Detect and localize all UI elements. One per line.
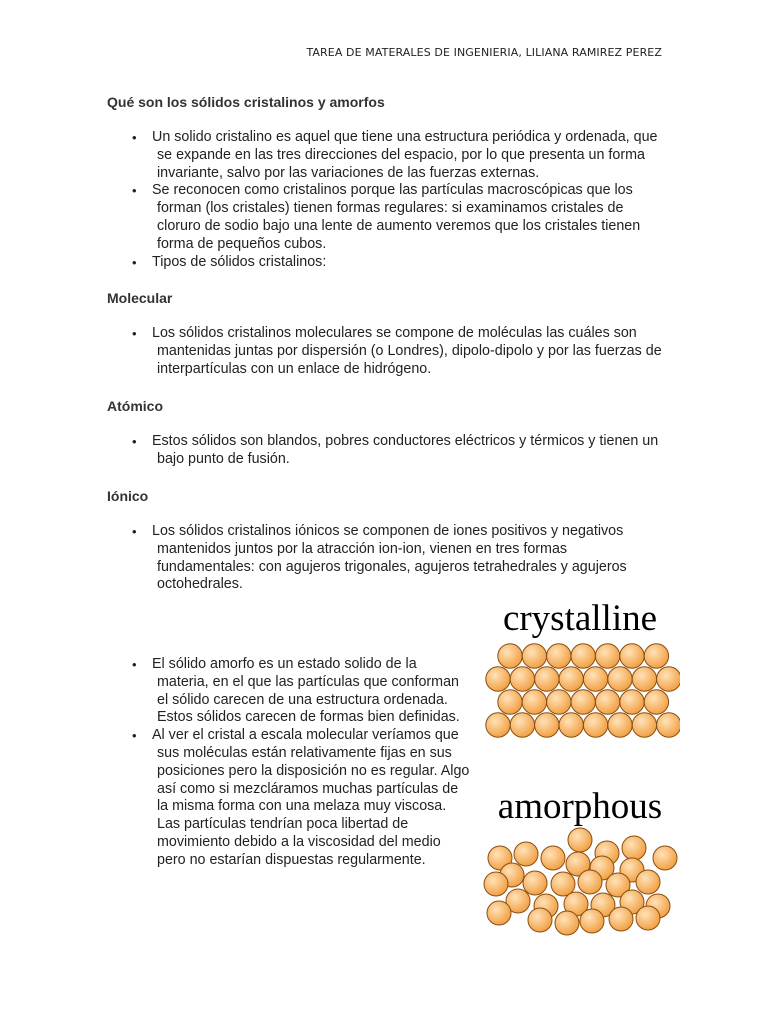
document-header: TAREA DE MATERALES DE INGENIERIA, LILIANA RAMIREZ PEREZ (306, 46, 662, 59)
crystalline-lattice (486, 644, 680, 737)
sphere (583, 713, 607, 737)
sphere (522, 690, 546, 714)
list-item: • Un solido cristalino es aquel que tiene una estructura periódica y ordenada, que se expande en las tres direcciones del espacio, por lo que presenta un forma invariante, salvo por las variaciones de las fuerzas externas. (132, 129, 662, 182)
sphere (620, 644, 644, 668)
list-item: • Se reconocen como cristalinos porque las partículas macroscópicas que los forman (los cristales) tienen formas regulares: si examinamos cristales de cloruro de sodio bajo una lente de aumento veremos que los cristales tienen forma de pequeños cubos. (132, 182, 662, 253)
molecular-bullet-list (132, 325, 662, 378)
sphere (632, 713, 656, 737)
sphere (608, 713, 632, 737)
sphere (568, 828, 592, 852)
sphere (595, 644, 619, 668)
list-item: • El sólido amorfo es un estado solido de la materia, en el que las partículas que conforman el sólido carecen de una estructura ordenada. Estos sólidos carecen de formas bien definidas. (132, 656, 472, 727)
section-title-ionico: Iónico (107, 488, 149, 504)
sphere (620, 690, 644, 714)
sphere (555, 911, 579, 935)
sphere (632, 667, 656, 691)
sphere (644, 690, 668, 714)
amorfo-bullet-list (132, 656, 472, 870)
sphere (608, 667, 632, 691)
sphere (636, 906, 660, 930)
sphere (559, 667, 583, 691)
list-item: • Los sólidos cristalinos moleculares se compone de moléculas las cuáles son mantenidas juntas por dispersión (o Londres), dipolo-dipolo y por las fuerzas de interpartículas con un enlace de hidrógeno. (132, 325, 662, 378)
sphere (622, 836, 646, 860)
sphere (528, 908, 552, 932)
sphere (653, 846, 677, 870)
sphere (486, 667, 510, 691)
sphere (657, 713, 680, 737)
sphere (486, 713, 510, 737)
crystalline-amorphous-figure (480, 596, 680, 936)
sphere (535, 667, 559, 691)
section-title-molecular: Molecular (107, 290, 173, 306)
sphere (571, 690, 595, 714)
list-item: • Al ver el cristal a escala molecular veríamos que sus moléculas están relativamente fijas en sus posiciones pero la disposición no es regular. Algo así como si mezcláramos muchas partículas de la misma forma con una melaza muy viscosa. Las partículas tendrían poca libertad de movimiento debido a la viscosidad del medio pero no estarían dispuestas regularmente. (132, 727, 472, 869)
sphere (523, 871, 547, 895)
crystalline-label: crystalline (502, 598, 658, 639)
sphere (484, 872, 508, 896)
sphere (559, 713, 583, 737)
sphere (636, 870, 660, 894)
sphere (547, 690, 571, 714)
sphere (547, 644, 571, 668)
list-item: • Los sólidos cristalinos iónicos se componen de iones positivos y negativos mantenidos juntos por la atracción ion-ion, vienen en tres formas fundamentales: con agujeros trigonales, agujeros tetrahedrales y agujeros octohedrales. (132, 523, 662, 594)
section-title-atomico: Atómico (107, 398, 163, 414)
sphere (657, 667, 680, 691)
list-item: • Tipos de sólidos cristalinos: (132, 254, 662, 272)
amorphous-label: amorphous (497, 786, 663, 827)
sphere-diagram (480, 596, 680, 936)
sphere (583, 667, 607, 691)
sphere (595, 690, 619, 714)
sphere (535, 713, 559, 737)
sphere (541, 846, 565, 870)
list-item: • Estos sólidos son blandos, pobres conductores eléctricos y térmicos y tienen un bajo punto de fusión. (132, 433, 662, 469)
sphere (580, 909, 604, 933)
section-title-intro: Qué son los sólidos cristalinos y amorfos (107, 94, 385, 110)
sphere (578, 870, 602, 894)
sphere (609, 907, 633, 931)
sphere (510, 713, 534, 737)
sphere (498, 690, 522, 714)
ionico-bullet-list (132, 523, 662, 594)
amorphous-arrangement (484, 828, 677, 935)
atomico-bullet-list (132, 433, 662, 469)
sphere (514, 842, 538, 866)
sphere (498, 644, 522, 668)
sphere (522, 644, 546, 668)
sphere (510, 667, 534, 691)
sphere (487, 901, 511, 925)
sphere (644, 644, 668, 668)
intro-bullet-list (132, 129, 662, 271)
sphere (571, 644, 595, 668)
